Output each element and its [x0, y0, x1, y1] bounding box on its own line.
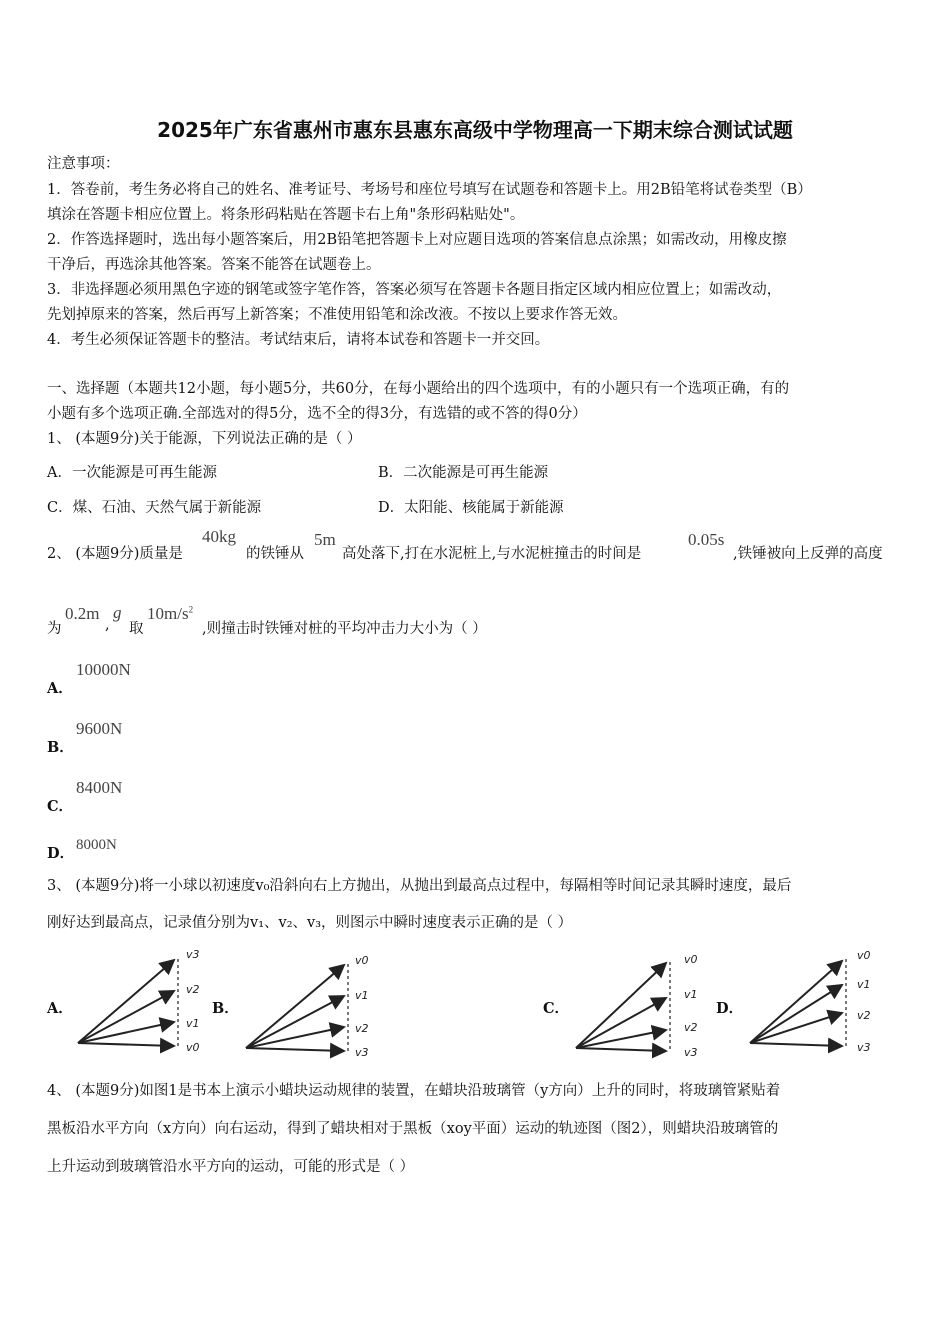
- q2-stem-part: 取: [129, 621, 144, 637]
- q2-option-b-label[interactable]: B．: [47, 739, 74, 756]
- q2-option-d-label[interactable]: D．: [47, 845, 75, 862]
- q1-option-a[interactable]: A．一次能源是可再生能源: [47, 465, 217, 481]
- q3-option-c-label[interactable]: C．: [543, 1000, 570, 1017]
- q2-mass-formula: 40kg: [202, 527, 236, 546]
- q2-stem-part: ,则撞击时铁锤对桩的平均冲击力大小为（ ）: [202, 621, 487, 637]
- q2-stem-part: 为: [47, 621, 62, 637]
- q2-option-d-value: 8000N: [76, 837, 117, 853]
- q3-option-a-label[interactable]: A．: [47, 1000, 73, 1017]
- q3-d-vector-label: v0: [857, 949, 871, 962]
- notice-line: 1．答卷前，考生务必将自己的姓名、准考证号、考场号和座位号填写在试题卷和答题卡上。用2B铅笔将试卷类型（B）: [47, 182, 812, 198]
- q3-c-vector-label: v1: [684, 988, 698, 1001]
- q2-stem-part: 2、 (本题9分)质量是: [47, 546, 183, 562]
- q2-stem-part: ,: [105, 617, 110, 633]
- q3-c-vector-label: v3: [684, 1046, 698, 1059]
- notice-line: 3．非选择题必须用黑色字迹的钢笔或签字笔作答，答案必须写在答题卡各题目指定区域内相应位置上；如需改动，: [47, 282, 782, 298]
- notice-line: 先划掉原来的答案，然后再写上新答案；不准使用铅笔和涂改液。不按以上要求作答无效。: [47, 307, 627, 323]
- question-4-stem: 4、 (本题9分)如图1是书本上演示小蜡块运动规律的装置，在蜡块沿玻璃管（y方向）上升的同时，将玻璃管紧贴着: [47, 1083, 781, 1099]
- q2-height-formula: 5m: [314, 530, 336, 549]
- q3-a-vector-label: v0: [186, 1041, 200, 1054]
- q3-diagram-c: [568, 948, 708, 1067]
- q3-c-vector-label: v0: [684, 953, 698, 966]
- question-3-stem: 3、 (本题9分)将一小球以初速度v₀沿斜向右上方抛出，从抛出到最高点过程中，每隔相等时间记录其瞬时速度，最后: [47, 878, 792, 894]
- q2-option-a-value: 10000N: [76, 660, 131, 679]
- q2-option-a-label[interactable]: A．: [47, 680, 73, 697]
- q2-stem-part: 的铁锤从: [246, 546, 304, 562]
- q3-d-vector-label: v3: [857, 1041, 871, 1054]
- q3-d-vector-label: v2: [857, 1009, 871, 1022]
- q3-d-vector-label: v1: [857, 978, 871, 991]
- notice-heading: 注意事项：: [47, 156, 120, 172]
- section-heading: 一、选择题（本题共12小题，每小题5分，共60分，在每小题给出的四个选项中，有的小题只有一个选项正确，有的: [47, 381, 790, 397]
- section-heading: 小题有多个选项正确.全部选对的得5分，选不全的得3分，有选错的或不答的得0分）: [47, 406, 587, 422]
- q2-time-formula: 0.05s: [688, 530, 725, 549]
- notice-line: 填涂在答题卡相应位置上。将条形码粘贴在答题卡右上角"条形码粘贴处"。: [47, 207, 525, 223]
- q2-option-c-value: 8400N: [76, 778, 123, 797]
- notice-line: 干净后，再选涂其他答案。答案不能答在试题卷上。: [47, 257, 381, 273]
- q2-g-symbol: g: [113, 603, 122, 622]
- q1-option-d[interactable]: D．太阳能、核能属于新能源: [378, 500, 564, 516]
- question-4-stem: 黑板沿水平方向（x方向）向右运动，得到了蜡块相对于黑板（xoy平面）运动的轨迹图（图2），则蜡块沿玻璃管的: [47, 1121, 779, 1137]
- q2-gravity-exponent: 2: [188, 604, 194, 615]
- q2-rebound-formula: 0.2m: [65, 604, 100, 623]
- q3-diagram-d: [742, 945, 882, 1064]
- q2-stem-part: 高处落下,打在水泥桩上,与水泥桩撞击的时间是: [342, 546, 642, 562]
- q1-option-c[interactable]: C．煤、石油、天然气属于新能源: [47, 500, 262, 516]
- q2-option-b-value: 9600N: [76, 719, 123, 738]
- q3-b-vector-label: v3: [355, 1046, 369, 1059]
- q3-option-b-label[interactable]: B．: [212, 1000, 239, 1017]
- notice-line: 2．作答选择题时，选出每小题答案后，用2B铅笔把答题卡上对应题目选项的答案信息点涂黑；如需改动，用橡皮擦: [47, 232, 787, 248]
- q3-diagram-a: [70, 945, 210, 1064]
- q3-b-vector-label: v0: [355, 954, 369, 967]
- q3-a-vector-label: v2: [186, 983, 200, 996]
- q3-b-vector-label: v1: [355, 989, 369, 1002]
- page-title: 2025年广东省惠州市惠东县惠东高级中学物理高一下期末综合测试试题: [157, 118, 793, 142]
- notice-line: 4．考生必须保证答题卡的整洁。考试结束后，请将本试卷和答题卡一并交回。: [47, 332, 550, 348]
- question-3-stem: 刚好达到最高点，记录值分别为v₁、v₂、v₃，则图示中瞬时速度表示正确的是（ ）: [47, 915, 573, 931]
- q1-option-b[interactable]: B．二次能源是可再生能源: [378, 465, 549, 481]
- q2-option-c-label[interactable]: C．: [47, 798, 74, 815]
- q3-diagram-b: [238, 950, 378, 1069]
- q3-a-vector-label: v3: [186, 948, 200, 961]
- q3-a-vector-label: v1: [186, 1017, 200, 1030]
- q3-option-d-label[interactable]: D．: [716, 1000, 744, 1017]
- question-1-stem: 1、 (本题9分)关于能源，下列说法正确的是（ ）: [47, 431, 362, 447]
- q2-stem-part: ,铁锤被向上反弹的高度: [733, 546, 883, 562]
- q3-c-vector-label: v2: [684, 1021, 698, 1034]
- q3-b-vector-label: v2: [355, 1022, 369, 1035]
- question-4-stem: 上升运动到玻璃管沿水平方向的运动，可能的形式是（ ）: [47, 1159, 415, 1175]
- q2-gravity-formula: $10m/s^2$: [147, 604, 194, 623]
